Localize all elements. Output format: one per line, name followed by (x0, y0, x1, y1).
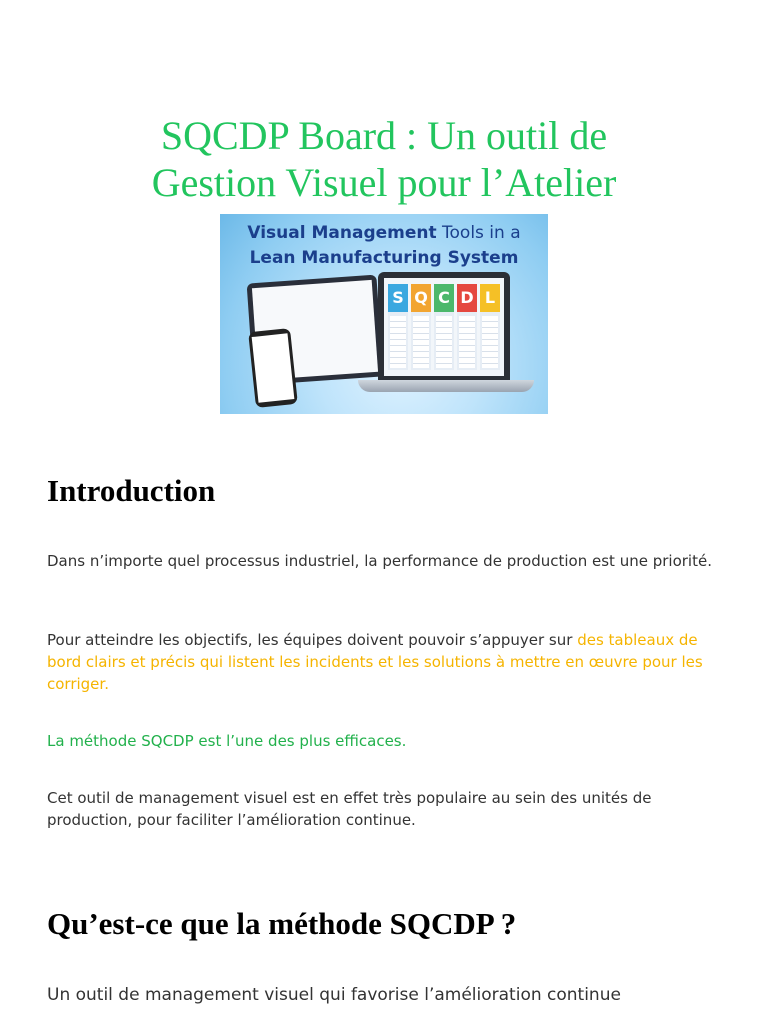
hero-caption-line-1 (220, 223, 548, 243)
board-column-q (411, 284, 431, 370)
title-line-1: SQCDP Board : Un outil de (160, 113, 608, 158)
board-letter: S (388, 284, 408, 312)
phone-illustration (248, 328, 298, 408)
intro-heading: Introduction (47, 473, 216, 508)
hero-caption-line-2: Lean Manufacturing System (249, 248, 519, 268)
board-column-c (434, 284, 454, 370)
intro-paragraph-2-start: Pour atteindre les objectifs, les équipes doivent pouvoir s’appuyer sur (47, 631, 578, 649)
title-line-2: Gestion Visuel pour l’Atelier (151, 160, 617, 205)
intro-paragraph-3: La méthode SQCDP est l’une des plus efficaces. (47, 732, 407, 750)
hero-image (220, 214, 548, 414)
what-heading: Qu’est-ce que la méthode SQCDP ? (47, 906, 517, 941)
laptop-illustration (378, 272, 510, 380)
hero-caption-light: Tools in a (436, 223, 521, 243)
hero-caption-bold: Visual Management (247, 223, 437, 243)
board-column-s (388, 284, 408, 370)
board-letter: L (480, 284, 500, 312)
laptop-base (358, 380, 534, 392)
board-letter: Q (411, 284, 431, 312)
board-letter: C (434, 284, 454, 312)
intro-paragraph-1: Dans n’importe quel processus industriel, la performance de production est une priorité. (47, 552, 712, 570)
intro-paragraph-2-highlight: des tableaux de bord clairs et précis qui listent les incidents et les solutions à mettre en œuvre pour les corriger. (47, 631, 703, 693)
what-paragraph-1: Un outil de management visuel qui favorise l’amélioration continue (47, 985, 621, 1005)
board-letter: D (457, 284, 477, 312)
intro-paragraph-2 (47, 629, 717, 695)
board-column-d (457, 284, 477, 370)
intro-paragraph-4: Cet outil de management visuel est en effet très populaire au sein des unités de production, pour faciliter l’amélioration continue. (47, 789, 652, 829)
page-title (0, 112, 768, 206)
board-column-l (480, 284, 500, 370)
